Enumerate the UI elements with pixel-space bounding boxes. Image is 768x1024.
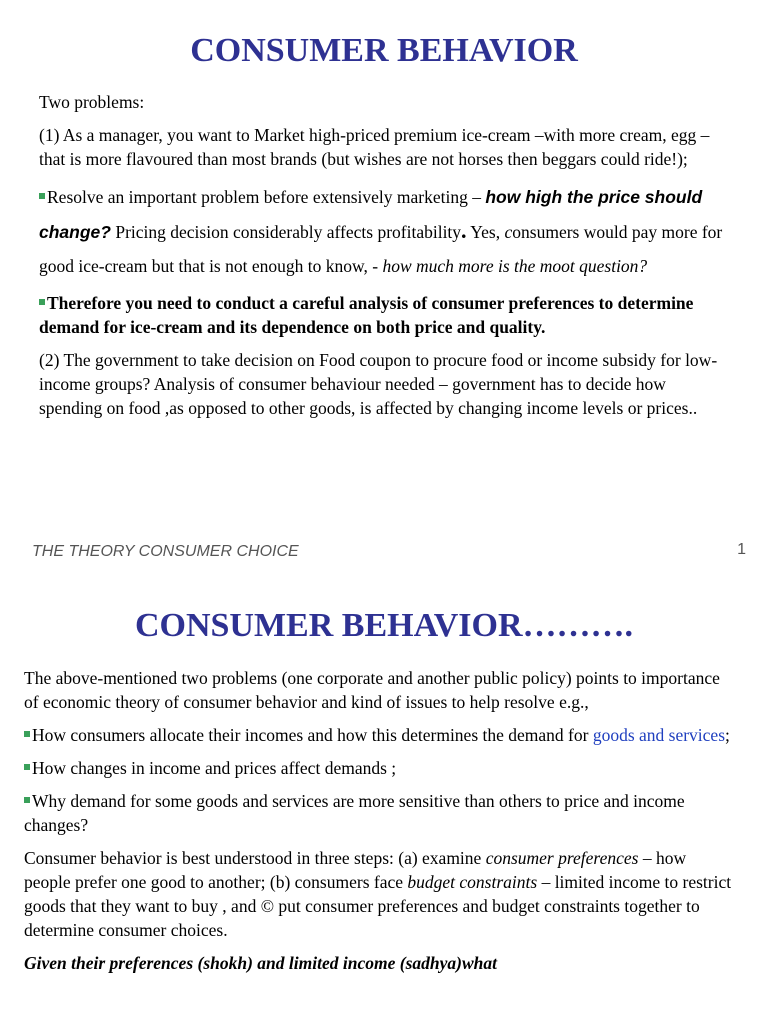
- intro-text: Two problems:: [39, 92, 145, 112]
- slide-footer: THE THEORY CONSUMER CHOICE: [32, 543, 299, 560]
- bullet-icon: [24, 797, 30, 803]
- slide-1-title: CONSUMER BEHAVIOR: [190, 32, 578, 69]
- cutoff-paragraph: Given their preferences (shokh) and limited income (sadhya)what: [24, 953, 497, 973]
- bullet-icon: [39, 193, 45, 199]
- problem-2-text: (2) The government to take decision on Food coupon to procure food or income subsidy for low-income groups? Analysis of consumer behaviour needed – government has to decide how spending on food ,as opposed to other goods, is affected by changing income levels or prices..: [39, 350, 718, 418]
- page-number: 1: [737, 541, 746, 558]
- intro-paragraph: The above-mentioned two problems (one corporate and another public policy) points to importance of economic theory of consumer behavior and kind of issues to help resolve e.g.,: [24, 668, 720, 712]
- bullet-allocate: How consumers allocate their incomes and how this determines the demand for goods and services;: [24, 723, 734, 747]
- goods-and-services-link[interactable]: goods and services: [592, 725, 726, 745]
- bullet-icon: [24, 764, 30, 770]
- slide-1-body: [39, 90, 729, 429]
- slide-2: [0, 575, 768, 1024]
- problem-1-text: (1) As a manager, you want to Market high-priced premium ice-cream –with more cream, egg – that is more flavoured than most brands (but wishes are not horses then beggars could ride!);: [39, 125, 710, 169]
- bullet-therefore: Therefore you need to conduct a careful analysis of consumer preferences to determine demand for ice-cream and its dependence on both price and quality.: [39, 293, 694, 337]
- bullet-changes: How changes in income and prices affect demands ;: [24, 756, 734, 780]
- slide-2-title: CONSUMER BEHAVIOR……….: [134, 607, 634, 644]
- bullet-resolve: Resolve an important problem before extensively marketing – how high the price should change? Pricing decision considerably affects profitability. Yes, consumers would pay more for good ice-cream but that is not enough to know, - how much more is the moot question?: [39, 187, 723, 276]
- bullet-icon: [39, 299, 45, 305]
- three-steps-paragraph: Consumer behavior is best understood in three steps: (a) examine consumer preferences – how people prefer one good to another; (b) consumers face budget constraints – limited income to restrict goods that they want to buy , and © put consumer preferences and budget constraints together to determine consumer choices.: [24, 848, 732, 940]
- slide-2-body: [24, 666, 734, 984]
- bullet-why: Why demand for some goods and services are more sensitive than others to price and income changes?: [24, 791, 685, 835]
- bullet-icon: [24, 731, 30, 737]
